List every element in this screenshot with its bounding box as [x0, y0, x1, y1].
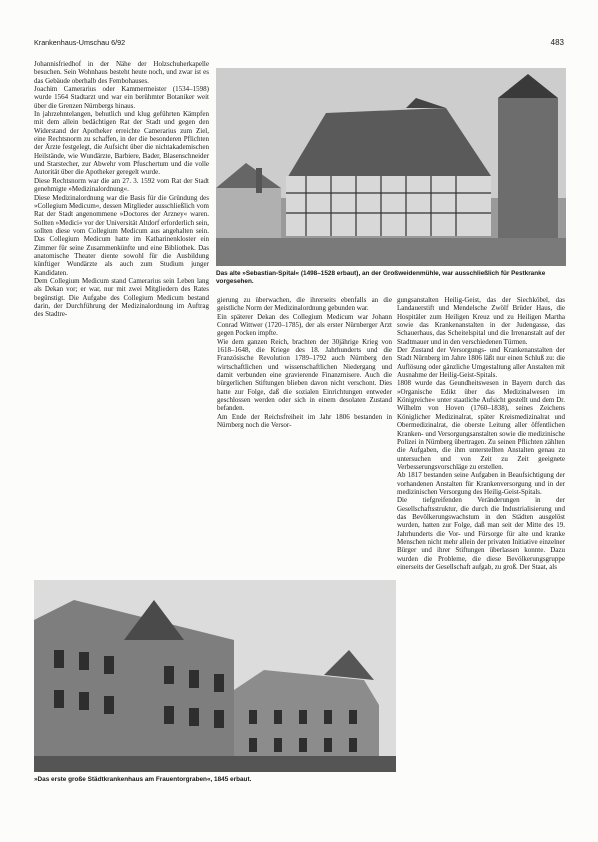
text-column-2 [217, 296, 392, 574]
paragraph: Diese Medizinalordnung war die Basis für die Gründung des »Collegium Medicum«, dessen Mitglieder ausschließlich vom Rat der Stadt angenommene »Doctores der Arzney« waren. Sollten »Medici« vor der Universität Altdorf erforderlich sein, sollten diese vom Collegium Medicum aus angehalten sein. Das Collegium Medicum hatte im Katharinenkloster ein Zimmer für seine Zusammenkünfte und eine Bibliothek. Das anatomische Theater diente sowohl für die Ausbildung künftiger Wundärzte als auch zum Studium junger Kandidaten. [34, 193, 209, 277]
paragraph: Joachim Camerarius oder Kammermeister (1534–1598) wurde 1564 Stadtarzt und war ein berühmter Botaniker weit über die Grenzen Nürnbergs hinaus. [34, 85, 209, 110]
text-column-1 [34, 60, 209, 500]
page-header [34, 38, 564, 50]
paragraph: In jahrzehntelangen, behutlich und klug geführten Kämpfen mit dem allein bedächtigen Rat der Stadt und gegen den Widerstand der Apotheker erreichte Camerarius zum Ziel, eine Rechtsnorm zu schaffen, in der die besonderen Pflichten der Ärzte festgelegt, die Aufsicht über die nichtakademischen Heilstände, wie Wundärzte, Barbiere, Bader, Blasenschneider und Starstecher, zur Abwehr vom Pfuschertum und die volle Autorität über die Apotheker geregelt wurde. [34, 110, 209, 177]
paragraph: Ein späterer Dekan des Collegium Medicum war Johann Conrad Wittwer (1720–1785), der als erster Nürnberger Arzt gegen Pocken impfte. [217, 312, 392, 338]
paragraph: Wie dem ganzen Reich, brachten der 30jährige Krieg von 1618–1648, die Kriege des 18. Jahrhunderts und die Französische Revolution 1789–1792 auch Nürnberg den wirtschaftlichen und wissenschaftlichen Niedergang und damit verbunden eine gravierende Finanzmisere. Auch die bürgerlichen Stiftungen blieben davon nicht verschont. Dies hatte zur Folge, daß die sozialen Einrichtungen entweder geschlossen werden oder sich in einem desolaten Zustand befanden. [217, 337, 392, 413]
paragraph: Diese Rechtsnorm war die am 27. 3. 1592 vom Rat der Stadt genehmigte »Medizinalordnung«. [34, 176, 209, 194]
paragraph: Dem Collegium Medicum stand Camerarius sein Leben lang als Dekan vor; er war, nur mit zwei Mitgliedern des Rates begünstigt. Die Aufgabe des Collegium Medicum bestand darin, der Durchführung der Medizinalordnung im Auftrag des Stadtre- [34, 276, 209, 319]
paragraph: Johannisfriedhof in der Nähe der Holzschuherkapelle besuchen. Sein Wohnhaus besteht heute noch, und zwar ist es das Gebäude oberhalb des Fembohauses. [34, 60, 209, 85]
photo-sebastian-spital-image [216, 68, 566, 266]
text-column-3 [397, 296, 565, 796]
photo-caption-bottom: »Das erste große Städtkrankenhaus am Frauentorgraben«, 1845 erbaut. [34, 776, 252, 783]
paragraph: Ab 1817 bestanden seine Aufgaben in Beaufsichtigung der vorhandenen Anstalten für Krankenversorgung und in der medizinischen Versorgung des Heilig-Geist-Spitals. [397, 471, 565, 496]
paragraph: 1808 wurde das Geundheitswesen in Bayern durch das »Organische Edikt über das Medizinalwesen im Königreiche« unter staatliche Aufsicht gestellt und dem Dr. Wilhelm von Hoven (1760–1838), seines Zeichens Königlicher Medizinalrat, später Kreismedizinalrat und Obermedizinalrat, die oberste Leitung aller öffentlichen Kranken- und Versorgungsanstalten sowie die medizinische Polizei in Nürnberg übertragen. Zu seinen Pflichten zählten die Aufgaben, die ihm unterstellten Anstalten genau zu untersuchen und von Zeit zu Zeit geeignete Verbesserungsvorschläge zu erstellen. [397, 379, 565, 471]
photo-stadtkrankenhaus [34, 580, 396, 772]
paragraph: Am Ende der Reichsfreiheit im Jahr 1806 bestanden in Nürnberg noch die Versor- [217, 412, 392, 430]
paragraph: Der Zustand der Versorgungs- und Krankenanstalten der Stadt Nürnberg im Jahre 1806 läßt nur einen Schluß zu: die Auflösung oder gänzliche Umgestaltung aller Anstalten mit Ausnahme der Heilig-Geist-Spitals. [397, 346, 565, 380]
photo-caption-top: Das alte »Sebastian-Spital« (1498–1528 erbaut), an der Großweidenmühle, war ausschließlich für Pestkranke vorgesehen. [216, 270, 546, 285]
paragraph: gierung zu überwachen, die ihrerseits ebenfalls an die geistliche Norm der Medizinalordnung gebunden war. [217, 296, 392, 313]
photo-stadtkrankenhaus-image [34, 580, 396, 772]
paragraph: Die tiefgreifenden Veränderungen in der Gesellschaftsstruktur, die durch die Industrialisierung und das Bevölkerungswachstum in den Städten ausgelöst wurden, hatten zur Folge, daß man seit der Mitte des 19. Jahrhunderts die Vor- und Fürsorge für alte und kranke Menschen nicht mehr allein der privaten Initiative einzelner Bürger und ihrer Stiftungen überlassen konnte. Dazu wurden die Probleme, die diese Bevölkerungsgruppe einerseits der Gesellschaft aufgab, zu groß. Der Staat, als [397, 496, 565, 571]
paragraph: gungsanstalten Heilig-Geist, das der Siechköbel, das Landauerstift und Mendelsche Zwölf Brüder Haus, die Hospitäler zum Heiligen Kreuz und zu Heiligen Martha sowie das Krankenanstalten in der Judengasse, das Schauerhaus, das Scheitelspital und die Irrenanstalt auf der Stadtmauer und in den verschiedenen Türmen. [397, 296, 565, 346]
photo-sebastian-spital [216, 68, 566, 266]
journal-title: Krankenhaus-Umschau 6/92 [34, 38, 126, 47]
page-number: 483 [550, 38, 564, 47]
